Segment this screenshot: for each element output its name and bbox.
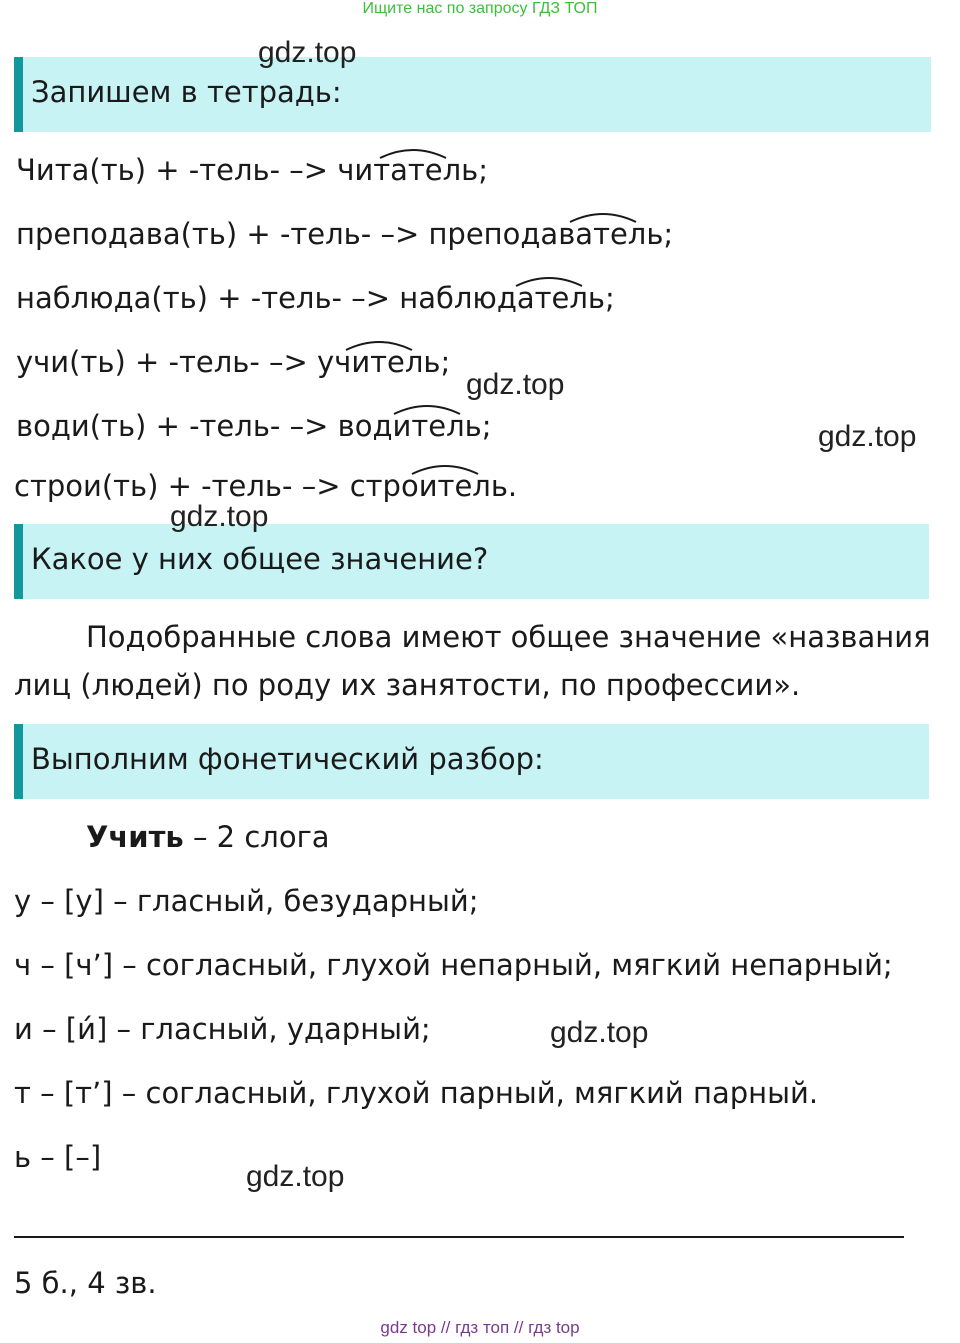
- section-header-phonetic: [14, 724, 929, 799]
- meaning-paragraph-line-2: лиц (людей) по роду их занятости, по профессии».: [14, 668, 801, 702]
- sound-line-1: у – [у] – гласный, безударный;: [14, 884, 479, 918]
- derivation-line-1: Чита(ть) + -тель- –> читатель;: [16, 153, 489, 187]
- meaning-paragraph-line-1: Подобранные слова имеют общее значение «названия: [86, 620, 931, 654]
- syllable-count: – 2 слога: [183, 820, 330, 854]
- suffix-arc-6: [410, 460, 480, 476]
- sound-line-2: ч – [ч’] – согласный, глухой непарный, мягкий непарный;: [14, 948, 893, 982]
- watermark: gdz.top: [818, 420, 917, 453]
- watermark: gdz.top: [258, 36, 357, 69]
- sound-line-4: т – [т’] – согласный, глухой парный, мягкий парный.: [14, 1076, 819, 1110]
- section-heading: Запишем в тетрадь:: [31, 75, 342, 109]
- footer-watermark: gdz top // гдз топ // гдз top: [380, 1318, 580, 1337]
- section-heading: Какое у них общее значение?: [31, 542, 489, 576]
- suffix-arc-2: [568, 208, 638, 224]
- derivation-line-3: наблюда(ть) + -тель- –> наблюдатель;: [16, 281, 615, 315]
- suffix-arc-3: [514, 272, 584, 288]
- watermark: gdz.top: [170, 500, 269, 533]
- section-heading: Выполним фонетический разбор:: [31, 742, 544, 776]
- phonetic-word: Учить: [86, 820, 184, 854]
- watermark: gdz.top: [246, 1160, 345, 1193]
- derivation-line-5: води(ть) + -тель- –> водитель;: [16, 409, 492, 443]
- derivation-line-4: учи(ть) + -тель- –> учитель;: [16, 345, 451, 379]
- sound-line-3: и – [и́] – гласный, ударный;: [14, 1012, 431, 1046]
- watermark: gdz.top: [466, 368, 565, 401]
- derivation-line-2: преподава(ть) + -тель- –> преподаватель;: [16, 217, 674, 251]
- top-banner: Ищите нас по запросу ГДЗ ТОП: [362, 0, 598, 17]
- divider-line: [14, 1236, 904, 1238]
- suffix-arc-4: [344, 336, 414, 352]
- summary-text: 5 б., 4 зв.: [14, 1266, 157, 1300]
- suffix-arc-5: [392, 400, 462, 416]
- phonetic-word-line: [86, 820, 330, 854]
- derivation-line-6: строи(ть) + -тель- –> строитель.: [14, 469, 518, 503]
- sound-line-5: ь – [–]: [14, 1140, 102, 1174]
- watermark: gdz.top: [550, 1016, 649, 1049]
- suffix-arc-1: [378, 144, 448, 160]
- section-header-meaning: [14, 524, 929, 599]
- section-header-notebook: [14, 57, 931, 132]
